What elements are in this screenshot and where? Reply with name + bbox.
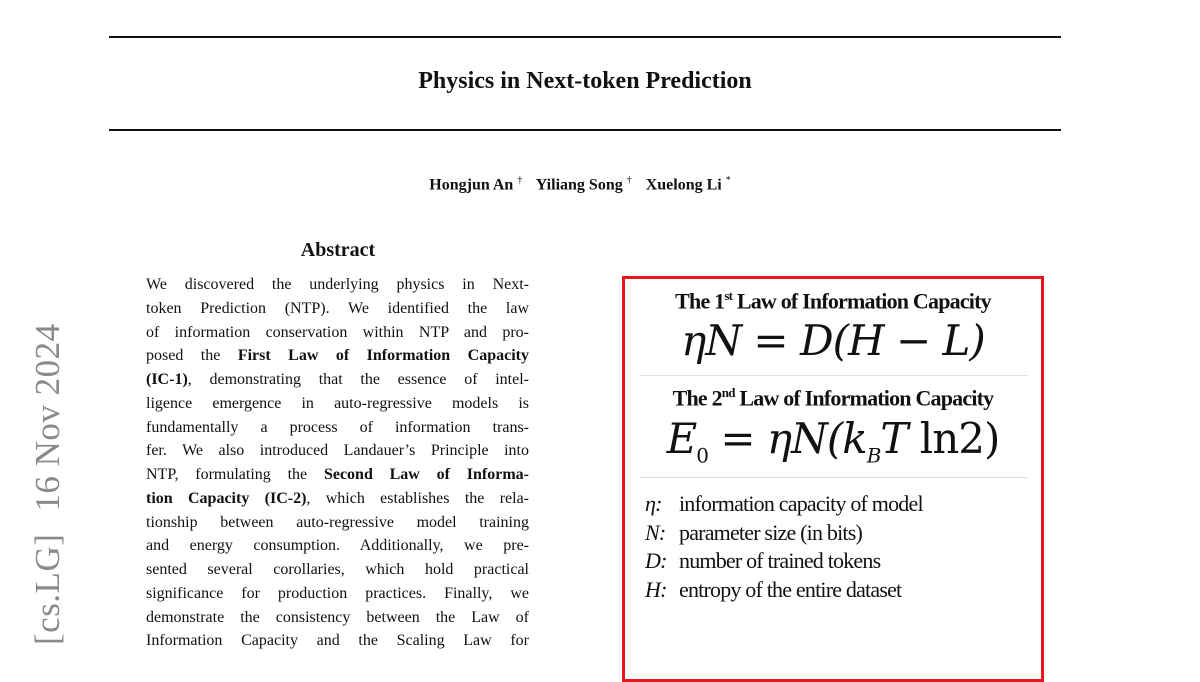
divider: [639, 375, 1027, 376]
abstract-bold-text: Second Law of Informa-: [323, 466, 529, 483]
symbol-definitions: [645, 490, 1041, 604]
def-symbol: η:: [645, 491, 662, 517]
def-symbol: N:: [645, 519, 666, 545]
abstract-text: demonstrate the consistency between the Law of: [146, 608, 529, 626]
abstract-text: sented several corollaries, which hold practical: [146, 561, 529, 578]
abstract-line: [146, 392, 529, 416]
abstract-line: [146, 582, 529, 606]
definition-item: [645, 519, 1041, 548]
divider: [639, 477, 1027, 478]
law1-suffix: Law of Information Capacity: [732, 288, 991, 314]
author-list: [0, 175, 1170, 194]
paper-title: Physics in Next-token Prediction: [418, 68, 752, 94]
def-text: entropy of the entire dataset: [679, 576, 902, 602]
abstract-text: , demonstrating that the essence of intel-: [187, 371, 529, 388]
definition-item: [645, 576, 1041, 605]
abstract-line: [146, 629, 529, 653]
eq-E: E: [666, 413, 697, 463]
abstract-text: tionship between auto-regressive model training: [146, 513, 529, 531]
law2-suffix: Law of Information Capacity: [734, 385, 994, 411]
def-symbol: H:: [645, 576, 667, 602]
abstract-line: [146, 606, 529, 630]
abstract-line: [146, 487, 529, 511]
abstract-text: posed the: [146, 347, 238, 365]
abstract-line: [146, 344, 529, 368]
law2-heading: [625, 385, 1041, 411]
def-text: number of trained tokens: [679, 548, 881, 574]
abstract-line: [146, 297, 529, 321]
def-text: parameter size (in bits): [679, 519, 862, 545]
arxiv-stamp: [28, 323, 68, 645]
abstract-text: fer. We also introduced Landauer’s Principle into: [146, 442, 529, 460]
eq-tail: ln2): [907, 413, 1000, 463]
eq-E-sub: 0: [696, 443, 709, 468]
law1-equation: ηN = D(H − L): [681, 316, 985, 366]
definition-item: [645, 490, 1041, 519]
abstract-text: NTP, formulating the: [146, 466, 324, 483]
abstract-line: [146, 463, 529, 487]
top-rule: [109, 36, 1061, 38]
abstract-text: ligence emergence in auto-regressive models is: [146, 394, 529, 412]
law2-prefix: The 2: [672, 385, 722, 411]
abstract-body: [146, 273, 529, 653]
eq-k-sub: B: [866, 443, 881, 468]
abstract-line: [146, 368, 529, 392]
def-text: information capacity of model: [679, 491, 923, 517]
eq-mid: = ηN(k: [708, 413, 867, 463]
abstract-line: [146, 273, 529, 297]
abstract-line: [146, 416, 529, 440]
abstract-heading: Abstract: [300, 239, 376, 261]
abstract-text: Information Capacity and the Scaling Law for: [146, 632, 529, 650]
author-name: Yiliang Song: [535, 176, 623, 194]
abstract-bold-text: First Law of Information Capacity: [237, 347, 529, 365]
abstract-line: [146, 558, 529, 582]
law1-prefix: The 1: [675, 288, 725, 314]
abstract-line: [146, 534, 529, 558]
eq-T: T: [880, 413, 908, 463]
abstract-line: [146, 321, 529, 345]
law1-heading: [625, 288, 1041, 314]
title-bottom-rule: [109, 129, 1061, 131]
law1-sup: st: [724, 288, 733, 303]
abstract-text: We discovered the underlying physics in Next-: [146, 276, 529, 293]
abstract-bold-text: tion Capacity (IC-2): [146, 489, 307, 507]
abstract-line: [146, 511, 529, 535]
abstract-text: significance for production practices. Finally, we: [146, 584, 529, 602]
author-mark: *: [725, 175, 731, 186]
abstract-text: token Prediction (NTP). We identified the law: [146, 299, 529, 317]
abstract-text: fundamentally a process of information trans-: [146, 418, 529, 436]
abstract-line: [146, 439, 529, 463]
arxiv-date: 16 Nov 2024: [28, 323, 67, 512]
abstract-text: and energy consumption. Additionally, we pre-: [146, 537, 529, 555]
def-symbol: D:: [645, 548, 667, 574]
author-name: Xuelong Li: [645, 176, 722, 194]
abstract-text: of information conservation within NTP and pro-: [146, 323, 529, 341]
abstract-bold-text: (IC-1): [146, 371, 188, 388]
author-mark: †: [626, 175, 632, 186]
arxiv-category: [cs.LG]: [28, 533, 67, 645]
law2-equation: [625, 414, 1041, 467]
definition-item: [645, 547, 1041, 576]
author-mark: †: [517, 175, 523, 186]
law2-sup: nd: [721, 385, 735, 401]
abstract-text: , which establishes the rela-: [306, 489, 529, 507]
author-name: Hongjun An: [429, 176, 514, 194]
information-capacity-laws-box: [622, 276, 1044, 682]
